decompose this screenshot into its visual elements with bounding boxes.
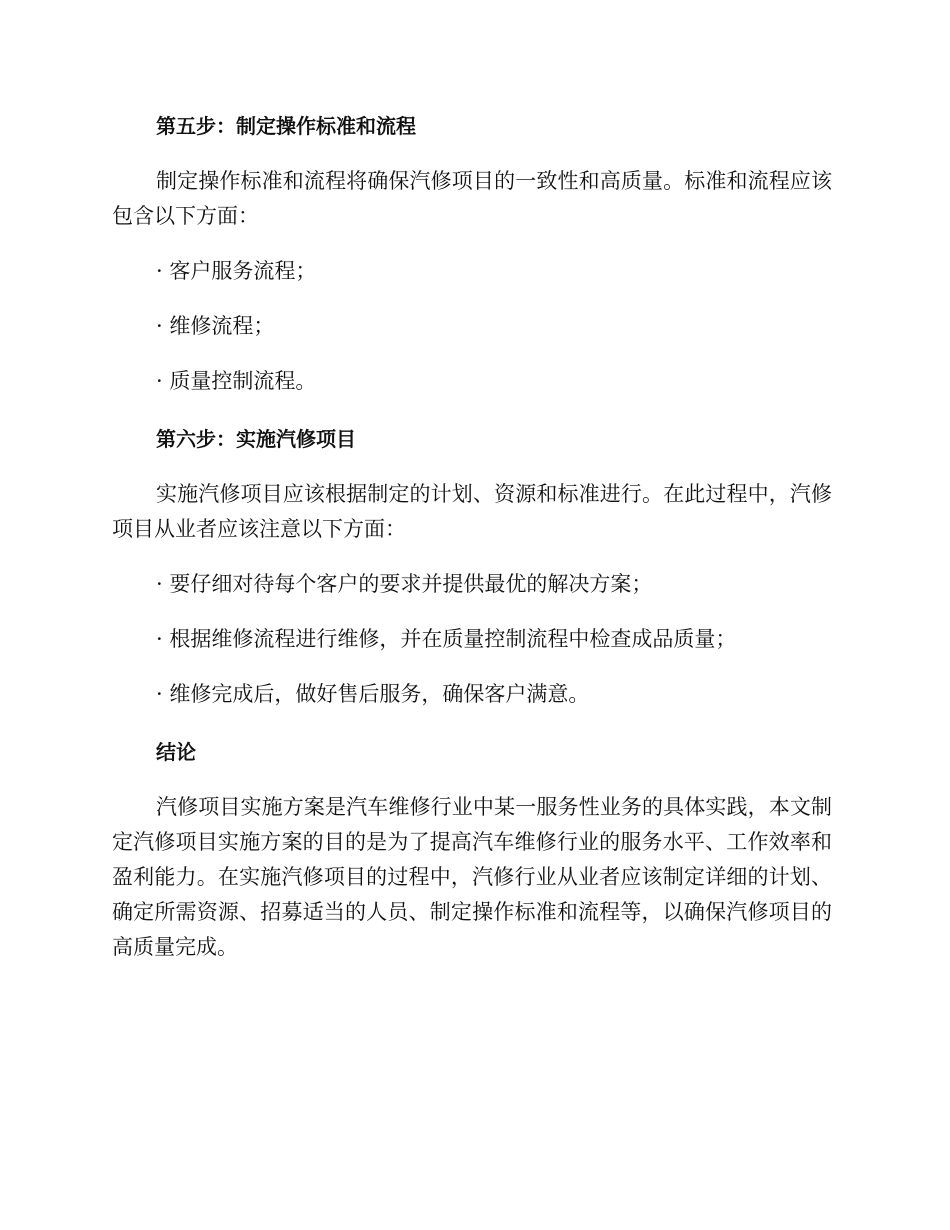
document-content: [112, 106, 832, 965]
bullet-item: · 维修流程；: [156, 314, 275, 338]
section-heading-step6: 第六步：实施汽修项目: [156, 427, 356, 451]
bullet-item: · 要仔细对待每个客户的要求并提供最优的解决方案；: [156, 572, 653, 596]
section-paragraph-conclusion: 汽修项目实施方案是汽车维修行业中某一服务性业务的具体实践，本文制定汽修项目实施方案的目的是为了提高汽车维修行业的服务水平、工作效率和盈利能力。在实施汽修项目的过程中，汽修行业从业者应该制定详细的计划、确定所需资源、招募适当的人员、制定操作标准和流程等，以确保汽修项目的高质量完成。: [112, 795, 832, 959]
bullet-item: · 客户服务流程；: [156, 259, 317, 283]
section-heading-conclusion: 结论: [156, 740, 196, 764]
bullet-item: · 质量控制流程。: [156, 369, 317, 393]
section-paragraph-step6: 实施汽修项目应该根据制定的计划、资源和标准进行。在此过程中，汽修项目从业者应该注意以下方面：: [112, 482, 832, 541]
bullet-item: · 根据维修流程进行维修，并在质量控制流程中检查成品质量；: [156, 627, 737, 651]
section-heading-step5: 第五步：制定操作标准和流程: [156, 114, 416, 138]
section-paragraph-step5: 制定操作标准和流程将确保汽修项目的一致性和高质量。标准和流程应该包含以下方面：: [112, 169, 832, 228]
bullet-item: · 维修完成后，做好售后服务，确保客户满意。: [156, 682, 590, 706]
